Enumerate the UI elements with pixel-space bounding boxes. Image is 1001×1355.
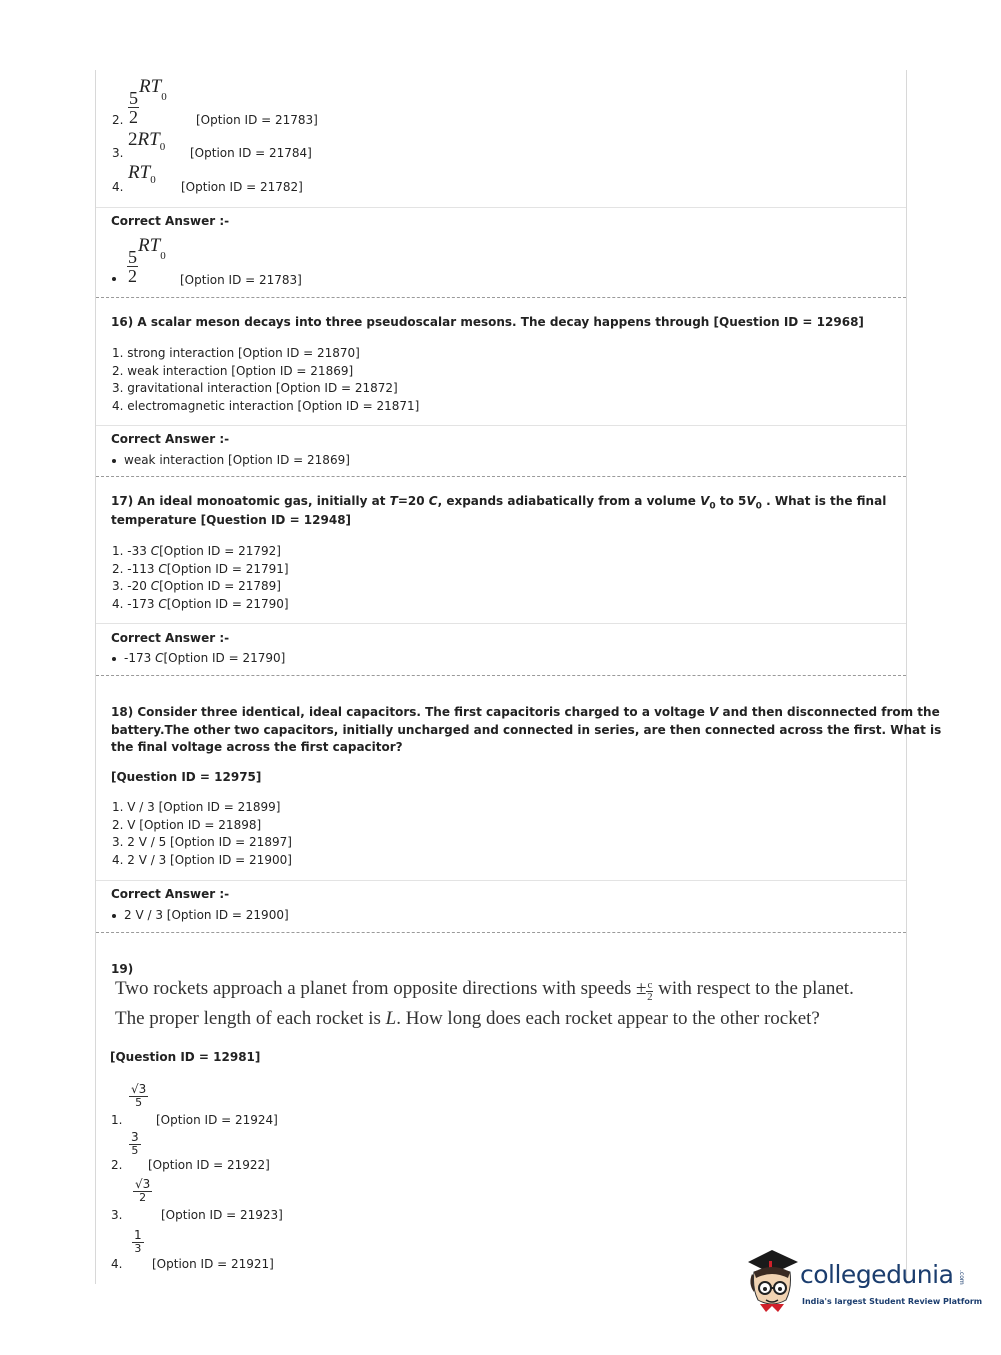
bullet	[112, 459, 116, 463]
q19-option-4-fraction: $\frac{1}{3}$	[134, 1228, 142, 1255]
q19-option-3-fraction: $\frac{√3}{2}$	[135, 1177, 151, 1204]
q16-question: 16) A scalar meson decays into three pseudoscalar mesons. The decay happens through [Question ID = 12968]	[111, 315, 864, 329]
brand-tagline: India's largest Student Review Platform	[802, 1297, 983, 1306]
bullet	[112, 277, 116, 281]
q15-option-3-id: [Option ID = 21784]	[190, 146, 312, 160]
q16-option-2: 2. weak interaction [Option ID = 21869]	[112, 363, 354, 378]
question-separator	[96, 476, 906, 477]
q17-correct-label: Correct Answer :-	[111, 631, 230, 645]
question-separator	[96, 297, 906, 298]
q17-option-2: 2. -113 C[Option ID = 21791]	[112, 561, 289, 576]
q16-correct-answer: weak interaction [Option ID = 21869]	[112, 453, 350, 467]
q15-correct-label: Correct Answer :-	[111, 214, 230, 228]
q16-option-3: 3. gravitational interaction [Option ID = 21872]	[112, 381, 398, 395]
q16-options	[112, 345, 419, 415]
q15-option-4	[112, 162, 412, 192]
q18-option-2: 2. V [Option ID = 21898]	[112, 817, 262, 832]
q19-question-line2: The proper length of each rocket is L. How long does each rocket appear to the other rocket?	[115, 1008, 820, 1029]
q17-question-line2: temperature [Question ID = 12948]	[111, 513, 352, 527]
q18-correct-answer: 2 V / 3 [Option ID = 21900]	[112, 908, 289, 922]
brand-logo[interactable]	[742, 1248, 983, 1318]
q17-option-1: 1. -33 C[Option ID = 21792]	[112, 544, 281, 558]
q17-options	[112, 543, 289, 613]
q18-options	[112, 799, 292, 869]
mascot-icon	[742, 1248, 804, 1314]
q18-question-line3: the final voltage across the first capacitor?	[111, 740, 403, 754]
q19-number: 19)	[111, 962, 134, 976]
q19-option-3: 3. $\frac{√3}{2}$ [Option ID = 21923]	[111, 1177, 283, 1222]
question-separator	[96, 932, 906, 933]
q15-option-2-number: 2.	[112, 113, 124, 127]
divider	[96, 425, 906, 426]
q15-option-2-id: [Option ID = 21783]	[196, 113, 318, 127]
divider	[96, 880, 906, 881]
q17-question-line1: 17) An ideal monoatomic gas, initially at T=20 C, expands adiabatically from a volume $V_0$ to $5V_0$ . What is the final	[111, 494, 887, 512]
q15-option-2	[112, 76, 412, 126]
q15-option-4-number: 4.	[112, 180, 124, 194]
q15-option-3-number: 3.	[112, 146, 124, 160]
bullet	[112, 914, 116, 918]
q15-correct-answer	[111, 235, 411, 287]
q18-option-4: 4. 2 V / 3 [Option ID = 21900]	[112, 852, 292, 867]
q18-question-line1: 18) Consider three identical, ideal capacitors. The first capacitoris charged to a voltage V and then disconnected from the	[111, 705, 940, 719]
q15-option-3-math: $2RT_0$	[128, 129, 166, 153]
brand-name: collegedunia	[800, 1260, 954, 1289]
q17-option-3: 3. -20 C[Option ID = 21789]	[112, 579, 281, 593]
brand-suffix: .com	[958, 1270, 965, 1285]
q19-question-id: [Question ID = 12981]	[110, 1050, 261, 1064]
q18-option-3: 3. 2 V / 5 [Option ID = 21897]	[112, 835, 292, 849]
q17-option-4: 4. -173 C[Option ID = 21790]	[112, 596, 289, 611]
bullet	[112, 657, 116, 661]
fraction-5-over-2: $\frac{5}{2}$	[128, 247, 137, 286]
q18-question-line2: battery.The other two capacitors, initially uncharged and connected in series, are then connected across the first. What is	[111, 723, 942, 737]
q15-option-2-math: $\frac{5}{2}$ $RT_0$	[129, 76, 167, 127]
q16-correct-label: Correct Answer :-	[111, 432, 230, 446]
fraction-c-over-2: $\frac{c}{2}$	[647, 979, 653, 1003]
q16-option-1: 1. strong interaction [Option ID = 21870]	[112, 346, 360, 360]
q18-correct-label: Correct Answer :-	[111, 887, 230, 901]
q16-option-4: 4. electromagnetic interaction [Option ID = 21871]	[112, 398, 420, 413]
fraction-5-over-2: $\frac{5}{2}$	[129, 88, 138, 127]
q15-option-4-math: $RT_0$	[128, 162, 156, 186]
q18-option-1: 1. V / 3 [Option ID = 21899]	[112, 800, 281, 814]
q19-option-2-fraction: $\frac{3}{5}$	[131, 1130, 139, 1157]
q15-option-4-id: [Option ID = 21782]	[181, 180, 303, 194]
q19-option-4: 4. $\frac{1}{3}$ [Option ID = 21921]	[111, 1228, 274, 1271]
q19-option-2: 2. $\frac{3}{5}$ [Option ID = 21922]	[111, 1130, 270, 1172]
q19-option-1-fraction: $\frac{√3}{5}$	[131, 1082, 147, 1109]
q19-question-line1: Two rockets approach a planet from opposite directions with speeds ± $\frac{c}{2}$ with respect to the planet.	[115, 978, 854, 1003]
q18-question-id: [Question ID = 12975]	[111, 770, 262, 784]
q15-correct-id: [Option ID = 21783]	[180, 273, 302, 287]
q17-correct-answer: -173 C[Option ID = 21790]	[112, 651, 285, 665]
q15-correct-math: $\frac{5}{2}$ $RT_0$	[128, 235, 166, 286]
divider	[96, 207, 906, 208]
question-separator	[96, 675, 906, 676]
divider	[96, 623, 906, 624]
q15-option-3	[112, 128, 412, 158]
q19-option-1: 1. $\frac{√3}{5}$ [Option ID = 21924]	[111, 1082, 278, 1127]
